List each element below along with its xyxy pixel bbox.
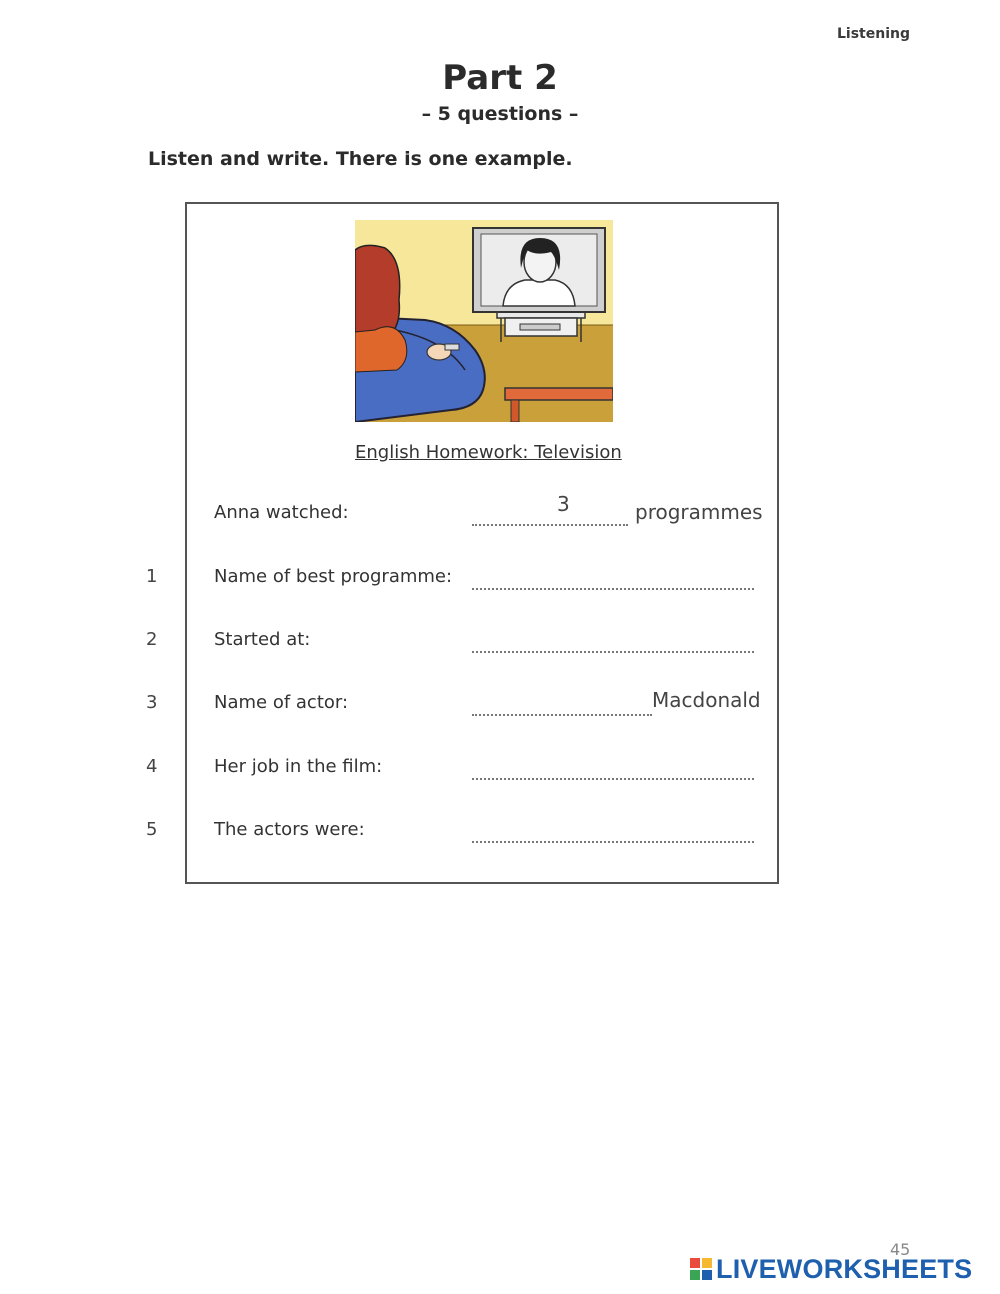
- question-label: Name of best programme:: [214, 566, 453, 587]
- page-number: 45: [890, 1240, 911, 1259]
- answer-field[interactable]: [472, 576, 754, 590]
- television-illustration: [355, 220, 613, 422]
- liveworksheets-brand[interactable]: [690, 1254, 972, 1284]
- example-label: Anna watched:: [214, 502, 349, 523]
- part-title: Part 2: [442, 58, 558, 98]
- question-label: Started at:: [214, 629, 311, 650]
- example-answer: 3: [557, 492, 570, 516]
- question-row: [0, 688, 1000, 732]
- example-row: [0, 492, 1000, 542]
- question-row: [0, 756, 1000, 796]
- question-row: [0, 629, 1000, 669]
- question-row: [0, 566, 1000, 606]
- example-dots: [472, 512, 628, 526]
- answer-field[interactable]: [472, 639, 754, 653]
- question-number: 1: [146, 566, 158, 587]
- liveworksheets-logo-icon: [690, 1258, 712, 1280]
- worksheet-heading: English Homework: Television: [355, 442, 622, 463]
- question-label: Name of actor:: [214, 692, 349, 713]
- question-number: 3: [146, 692, 158, 713]
- section-tag: Listening: [837, 26, 910, 42]
- question-label: The actors were:: [214, 819, 365, 840]
- answer-field[interactable]: [472, 829, 754, 843]
- brand-name: LIVEWORKSHEETS: [716, 1253, 973, 1284]
- question-number: 4: [146, 756, 158, 777]
- question-row: [0, 819, 1000, 859]
- instruction-text: Listen and write. There is one example.: [148, 148, 573, 170]
- question-number: 2: [146, 629, 158, 650]
- example-suffix: programmes: [635, 500, 763, 524]
- answer-field[interactable]: [472, 702, 652, 716]
- part-subtitle: – 5 questions –: [421, 103, 579, 125]
- answer-field[interactable]: [472, 766, 754, 780]
- question-label: Her job in the film:: [214, 756, 383, 777]
- question-number: 5: [146, 819, 158, 840]
- answer-text: Macdonald: [652, 688, 761, 712]
